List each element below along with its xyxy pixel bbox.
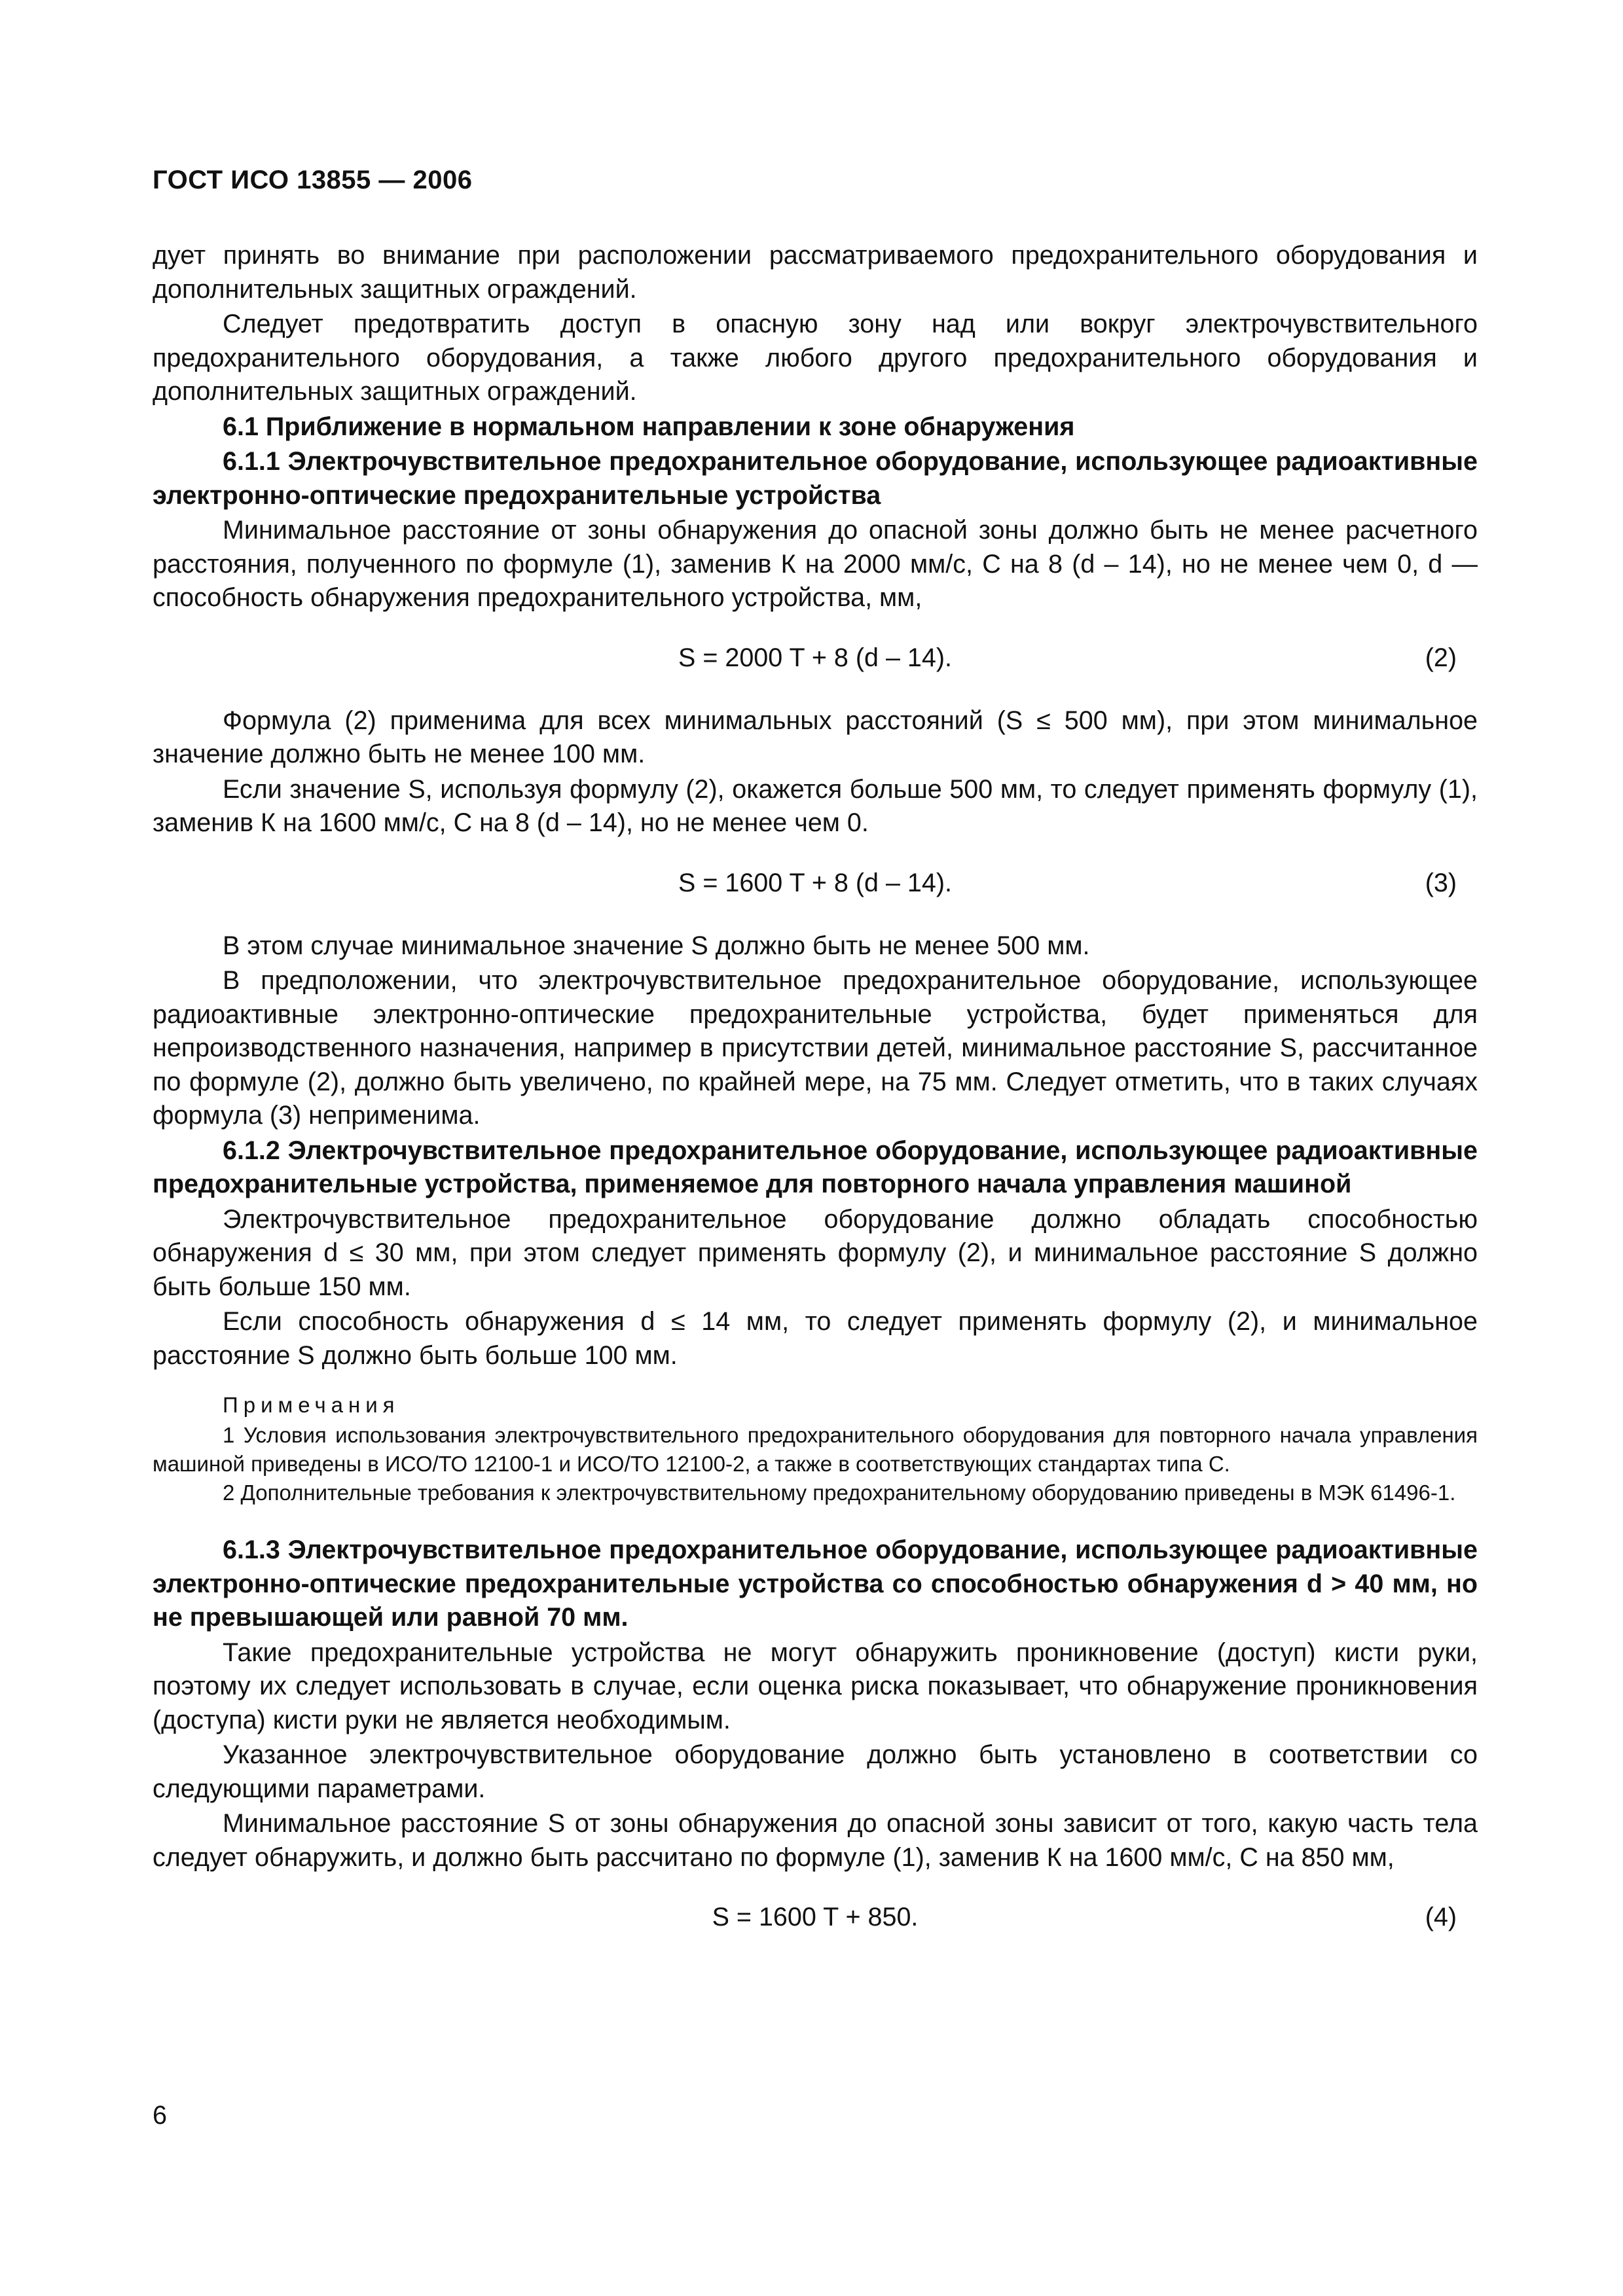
note-item: 2 Дополнительные требования к электрочувствительному предохранительному оборудованию приведены в МЭК 61496-1.: [223, 1480, 1456, 1505]
page-content: [153, 239, 1478, 1964]
paragraph: В предположении, что электрочувствительное предохранительное оборудование, использующее радиоактивные электронно-оптические предохранительные устройства, будет применяться для непроизводственного назначения, например в присутствии детей, минимальное расстояние S, рассчитанное по формуле (2), должно быть увеличено, по крайней мере, на 75 мм. Следует отметить, что в таких случаях формула (3) неприменима.: [153, 966, 1478, 1130]
formula-expression: S = 1600 T + 850.: [712, 1903, 919, 1931]
section-heading-6-1: 6.1 Приближение в нормальном направлении к зоне обнаружения: [223, 412, 1075, 441]
paragraph: Если способность обнаружения d ≤ 14 мм, то следует применять формулу (2), и минимальное расстояние S должно быть больше 100 мм.: [153, 1307, 1478, 1370]
page-header-title: ГОСТ ИСО 13855 — 2006: [153, 166, 473, 194]
paragraph: Минимальное расстояние S от зоны обнаружения до опасной зоны зависит от того, какую часть тела следует обнаружить, и должно быть рассчитано по формуле (1), заменив К на 1600 мм/с, С на 850 мм,: [153, 1809, 1478, 1872]
paragraph: Указанное электрочувствительное оборудование должно быть установлено в соответствии со следующими параметрами.: [153, 1740, 1478, 1803]
formula-expression: S = 2000 T + 8 (d – 14).: [678, 643, 952, 672]
section-heading-6-1-1: 6.1.1 Электрочувствительное предохранительное оборудование, использующее радиоактивные электронно-оптические предохранительные устройства: [153, 447, 1478, 510]
notes-title: Примечания: [223, 1393, 400, 1417]
paragraph: Такие предохранительные устройства не могут обнаружить проникновение (доступ) кисти руки, поэтому их следует использовать в случае, если оценка риска показывает, что обнаружение проникновения (доступа) кисти руки не является необходимым.: [153, 1638, 1478, 1734]
formula-4: [153, 1901, 1478, 1935]
formula-expression: S = 1600 T + 8 (d – 14).: [678, 868, 952, 897]
formula-2: [153, 641, 1478, 675]
notes-block: [153, 1391, 1478, 1507]
section-heading-6-1-3: 6.1.3 Электрочувствительное предохранительное оборудование, использующее радиоактивные электронно-оптические предохранительные устройства со способностью обнаружения d > 40 мм, но не превышающей или равной 70 мм.: [153, 1535, 1478, 1632]
formula-3: [153, 867, 1478, 901]
paragraph: Следует предотвратить доступ в опасную зону над или вокруг электрочувствительного предохранительного оборудования, а также любого другого предохранительного оборудования и дополнительных защитных ограждений.: [153, 310, 1478, 406]
formula-number: (3): [1425, 868, 1457, 897]
page-number: 6: [153, 2101, 167, 2130]
paragraph: Электрочувствительное предохранительное оборудование должно обладать способностью обнаружения d ≤ 30 мм, при этом следует применять формулу (2), и минимальное расстояние S должно быть больше 150 мм.: [153, 1204, 1478, 1301]
paragraph: Минимальное расстояние от зоны обнаружения до опасной зоны должно быть не менее расчетного расстояния, полученного по формуле (1), заменив К на 2000 мм/с, С на 8 (d – 14), но не менее чем 0, d — способность обнаружения предохранительного устройства, мм,: [153, 516, 1478, 612]
paragraph-continuation: дует принять во внимание при расположении рассматриваемого предохранительного оборудования и дополнительных защитных ограждений.: [153, 241, 1478, 304]
paragraph: В этом случае минимальное значение S должно быть не менее 500 мм.: [223, 931, 1090, 960]
formula-number: (4): [1425, 1903, 1457, 1931]
note-item: 1 Условия использования электрочувствительного предохранительного оборудования для повторного начала управления машиной приведены в ИСО/ТО 12100-1 и ИСО/ТО 12100-2, а также в соответствующих стандартах типа С.: [153, 1423, 1478, 1476]
section-heading-6-1-2: 6.1.2 Электрочувствительное предохранительное оборудование, использующее радиоактивные предохранительные устройства, применяемое для повторного начала управления машиной: [153, 1136, 1478, 1198]
paragraph: Формула (2) применима для всех минимальных расстояний (S ≤ 500 мм), при этом минимальное значение должно быть не менее 100 мм.: [153, 706, 1478, 768]
formula-number: (2): [1425, 643, 1457, 672]
paragraph: Если значение S, используя формулу (2), окажется больше 500 мм, то следует применять формулу (1), заменив К на 1600 мм/с, С на 8 (d – 14), но не менее чем 0.: [153, 774, 1478, 837]
